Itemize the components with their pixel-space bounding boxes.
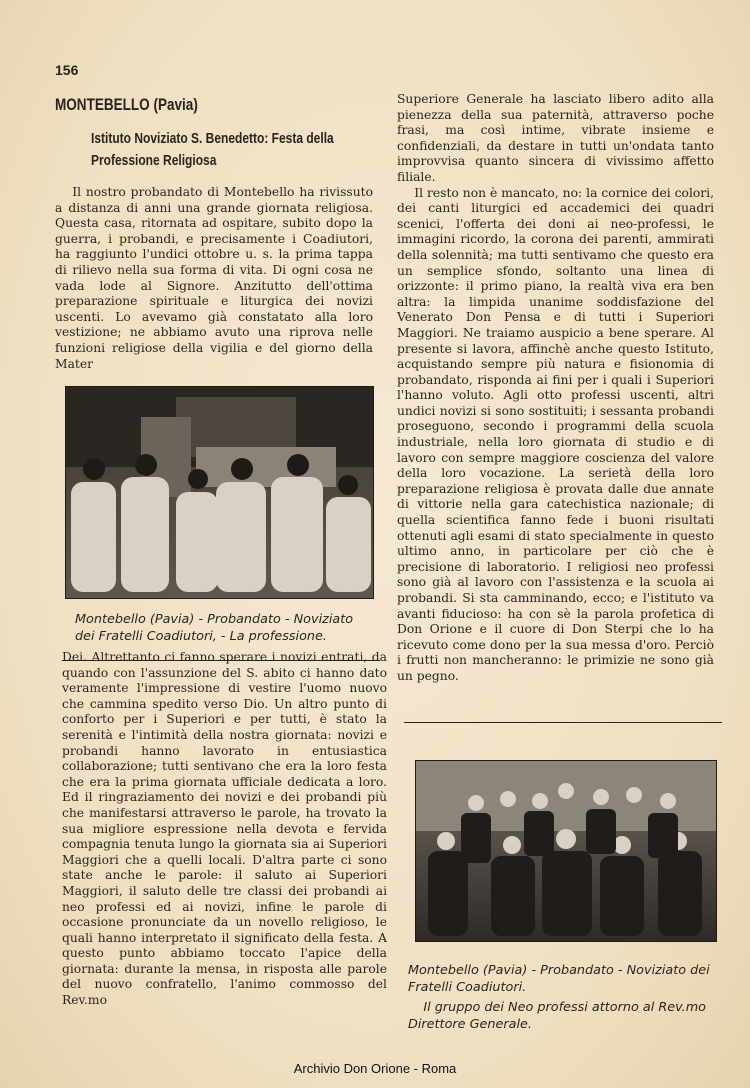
left-column-top [55,185,373,372]
paragraph: Superiore Generale ha lasciato libero adito alla pienezza della sua paternità, attraverso poche frasi, ma così intime, vibrate insieme e confidenziali, da destare in tutti un'ondata tanto improvvisa quanto sincera di vivissimo affetto filiale. [397,92,714,184]
paragraph: Il resto non è mancato, no: la cornice dei colori, dei canti liturgici ed accademici dei quadri scenici, l'offerta dei doni ai neo-professi, le immagini ricordo, la corona dei parenti, ammirati della solennità; ma tutti sentivamo che questo era un semplice sfondo, soltanto una linea di orizzonte: il primo piano, la realtà viva era ben altra: la limpida unanime soddisfazione del Venerato Don Pensa e di tutti i Superiori Maggiori. Ne traiamo auspicio a bene sperare. Al presente si lavora, affinchè anche questo Istituto, acquistando sempre più natura e fisionomia di probandato, risponda ai fini per i quali i Superiori l'hanno voluto. Agli otto professi uscenti, altri undici novizi si sono sostituiti; i sessanta probandi proseguono, secondo i programmi della scuola industriale, nella loro giornata di studio e di lavoro con sempre maggiore coscienza del valore della loro vocazione. La serietà della loro preparazione religiosa è provata dalle due annate di vittorie nella gara catechistica nazionale; di quella scientifica fanno fede i buoni risultati ottenuti agli esami di stato specialmente in questo ultimo anno, in particolare per ciò che è precisione di laboratorio. I religiosi neo professi sono già al lavoro con l'assistenza e la scuola ai probandi. Si sta camminando, ecco; e l'istituto va avanti fiducioso: ha con sè la parola profetica di Don Orione e il cuore di Don Sterpi che lo ha ricevuto come dono per la sua messa d'oro. Perciò i frutti non mancheranno: le primizie ne sono già un pegno. [397,185,714,683]
archive-footer: Archivio Don Orione - Roma [293,1061,457,1076]
photo-group-portrait [415,760,717,942]
paragraph: Dei. Altrettanto ci fanno sperare i novizi entrati, da quando con l'assunzione del S. abito ci hanno dato veramente l'impressione di vestire l'uomo nuovo che cammina spedito verso Dio. Un altro punto di conforto per i Superiori e per tutti, è stato la serenità e l'intimità della nostra giornata: novizi e probandi hanno lavorato in entusiastica collaborazione; tutti sentivano che era la loro festa che era la prima giornata ufficiale dedicata a loro. Ed il ringraziamento dei novizi e dei probandi più che manifestarsi attraverso le parole, ha trovato la sua migliore espressione nella devota e fervida compagnia tenuta lungo la giornata sia ai Superiori Maggiori che a quelli locali. D'altra parte ci sono state anche le parole: il saluto ai Superiori Maggiori, il saluto delle tre classi dei probandi ai neo professi ed ai novizi, infine le parole di occasione pronunciate da un novello religioso, le quali hanno interpretato il significato della festa. A questo punto abbiamo toccato l'apice della giornata: durante la mensa, in risposta alle parole del nuovo confratello, l'animo commosso del Rev.mo [62,650,387,1008]
caption-photo-2 [408,962,728,1033]
caption-photo-2-title: Montebello (Pavia) - Probandato - Noviziato dei Fratelli Coadiutori. [408,963,710,995]
photo-profession-ceremony [65,386,374,599]
left-column-bottom [62,650,387,1009]
place-heading: MONTEBELLO (Pavia) [55,96,198,114]
caption-photo-1: Montebello (Pavia) - Probandato - Noviziato dei Fratelli Coadiutori, - La professione. [75,612,354,644]
paragraph: Il nostro probandato di Montebello ha rivissuto a distanza di anni una grande giornata religiosa. Questa casa, ritornata ad ospitare, subito dopo la guerra, i probandi, e precisamente i Coadiutori, ha raggiunto l'undici ottobre u. s. la prima tappa di rilievo nella sua forma di vita. Di ogni cosa ne vada lode al Signore. Anzitutto dell'ottima preparazione spirituale e liturgica dei novizi uscenti. Lo avevamo già constatato alla loro vestizione; ne abbiamo avuto una riprova nelle funzioni religiose della vigilia e del giorno della Mater [55,185,373,371]
article-title: Istituto Noviziato S. Benedetto: Festa della Professione Religiosa [91,130,334,169]
page-number: 156 [55,62,79,78]
right-column [397,92,714,685]
caption-photo-2-subtitle: Il gruppo dei Neo professi attorno al Rev.mo Direttore Generale. [408,1000,707,1032]
divider-rule [404,722,722,723]
